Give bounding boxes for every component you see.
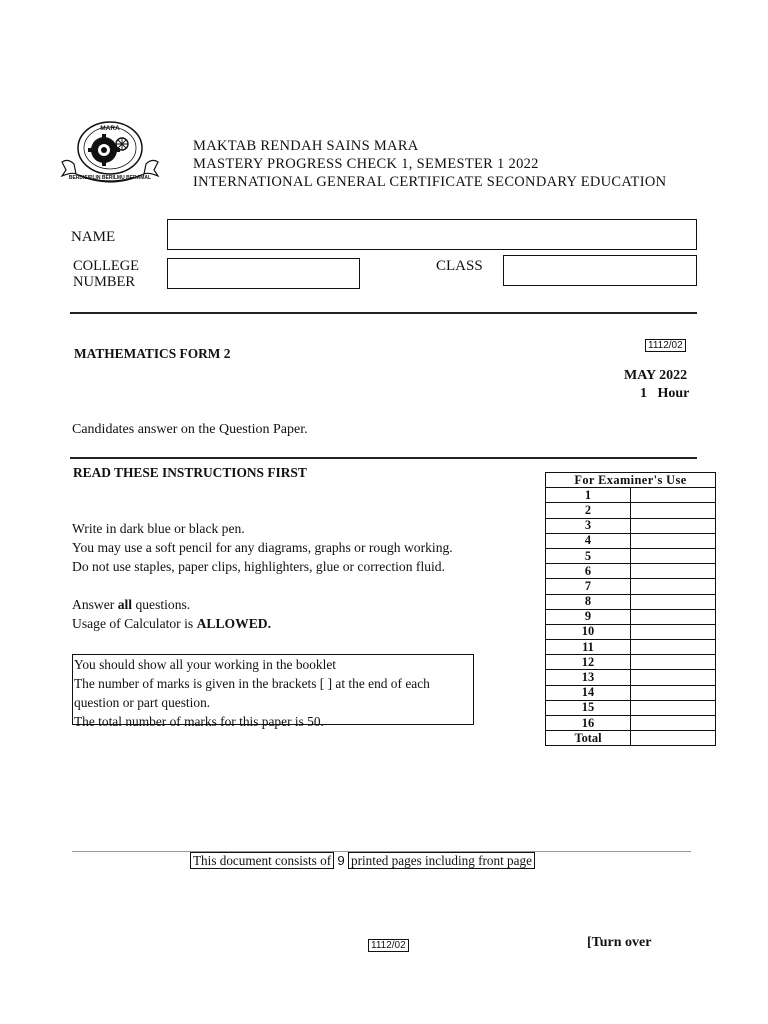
marks-cell[interactable]: [631, 670, 716, 685]
marks-cell[interactable]: [631, 685, 716, 700]
footer-paper-code: 1112/02: [368, 939, 409, 952]
examiner-table-row: [546, 579, 716, 594]
examiner-table-row: [546, 594, 716, 609]
gear-crest-icon: [88, 134, 128, 166]
examiner-table-row: [546, 518, 716, 533]
answer-note: Candidates answer on the Question Paper.: [72, 422, 308, 437]
examiner-table-row: [546, 640, 716, 655]
marks-notes-box: [72, 654, 474, 729]
question-number: 12: [546, 655, 631, 670]
question-number: 11: [546, 640, 631, 655]
divider-top: [70, 312, 697, 314]
note-part-question: question or part question.: [74, 695, 211, 710]
marks-cell[interactable]: [631, 533, 716, 548]
instruction-pencil: You may use a soft pencil for any diagrams, graphs or rough working.: [72, 540, 453, 555]
question-number: 3: [546, 518, 631, 533]
examiner-table-row: [546, 533, 716, 548]
mara-crest-logo: [58, 118, 162, 194]
paper-code: 1112/02: [645, 339, 686, 352]
examiner-table-row: [546, 488, 716, 503]
college-label-line2: NUMBER: [73, 274, 136, 290]
question-number: 9: [546, 609, 631, 624]
name-label: NAME: [71, 229, 116, 245]
note-total-marks: The total number of marks for this paper is 50.: [74, 714, 324, 729]
marks-cell[interactable]: [631, 518, 716, 533]
exam-date: MAY 2022: [624, 368, 688, 383]
marks-cell[interactable]: [631, 716, 716, 731]
class-label: CLASS: [436, 258, 483, 274]
question-number: 15: [546, 700, 631, 715]
subject-title: MATHEMATICS FORM 2: [74, 346, 231, 361]
marks-cell[interactable]: [631, 640, 716, 655]
turn-over: [Turn over: [587, 935, 652, 950]
question-number: 4: [546, 533, 631, 548]
question-number: 1: [546, 488, 631, 503]
marks-cell[interactable]: [631, 731, 716, 746]
examiner-table-row: [546, 670, 716, 685]
question-number: 6: [546, 564, 631, 579]
examiner-table-row: [546, 731, 716, 746]
marks-cell[interactable]: [631, 594, 716, 609]
question-number: Total: [546, 731, 631, 746]
instruction-answer-all: Answer all questions.: [72, 597, 191, 612]
examiner-table-row: [546, 564, 716, 579]
instruction-no-staples: Do not use staples, paper clips, highlighters, glue or correction fluid.: [72, 559, 445, 574]
instructions-heading: READ THESE INSTRUCTIONS FIRST: [73, 465, 307, 480]
examiner-table-row: [546, 685, 716, 700]
examiner-table-row: [546, 624, 716, 639]
exam-duration: 1 Hour: [640, 386, 690, 401]
note-marks-brackets: The number of marks is given in the brackets [ ] at the end of each: [74, 676, 430, 691]
question-number: 10: [546, 624, 631, 639]
examiner-table-row: [546, 609, 716, 624]
question-number: 14: [546, 685, 631, 700]
instruction-pen: Write in dark blue or black pen.: [72, 521, 245, 536]
question-number: 5: [546, 548, 631, 563]
exam-title: MASTERY PROGRESS CHECK 1, SEMESTER 1 2022: [193, 156, 539, 172]
page-count-note: This document consists of 9 printed pages including front page: [190, 853, 535, 869]
divider-instructions: [70, 457, 697, 459]
question-number: 16: [546, 716, 631, 731]
marks-cell[interactable]: [631, 700, 716, 715]
svg-text:BERDISIPLIN BERILMU BERAMAL: BERDISIPLIN BERILMU BERAMAL: [68, 175, 152, 181]
question-number: 7: [546, 579, 631, 594]
examiner-table-row: [546, 700, 716, 715]
question-number: 13: [546, 670, 631, 685]
exam-series: INTERNATIONAL GENERAL CERTIFICATE SECONDARY EDUCATION: [193, 174, 667, 190]
marks-cell[interactable]: [631, 488, 716, 503]
examiner-table-title: For Examiner's Use: [546, 473, 716, 488]
marks-cell[interactable]: [631, 655, 716, 670]
college-number-field[interactable]: [167, 258, 360, 289]
college-label-line1: COLLEGE: [73, 258, 140, 274]
marks-cell[interactable]: [631, 564, 716, 579]
question-number: 2: [546, 503, 631, 518]
name-field[interactable]: [167, 219, 697, 250]
note-show-working: You should show all your working in the booklet: [74, 657, 336, 672]
marks-cell[interactable]: [631, 548, 716, 563]
marks-cell[interactable]: [631, 609, 716, 624]
marks-cell[interactable]: [631, 503, 716, 518]
marks-cell[interactable]: [631, 579, 716, 594]
paper-code-footer: [368, 935, 409, 953]
examiner-table-row: [546, 503, 716, 518]
page-count: 9: [337, 853, 345, 868]
question-number: 8: [546, 594, 631, 609]
examiner-table-row: [546, 716, 716, 731]
marks-cell[interactable]: [631, 624, 716, 639]
instruction-calculator: Usage of Calculator is ALLOWED.: [72, 616, 271, 631]
svg-text:MARA: MARA: [100, 125, 120, 132]
paper-code-top: [645, 335, 686, 353]
examiner-use-table: [545, 472, 716, 746]
examiner-table-row: [546, 548, 716, 563]
school-name: MAKTAB RENDAH SAINS MARA: [193, 138, 419, 154]
examiner-table-row: [546, 655, 716, 670]
class-field[interactable]: [503, 255, 697, 286]
